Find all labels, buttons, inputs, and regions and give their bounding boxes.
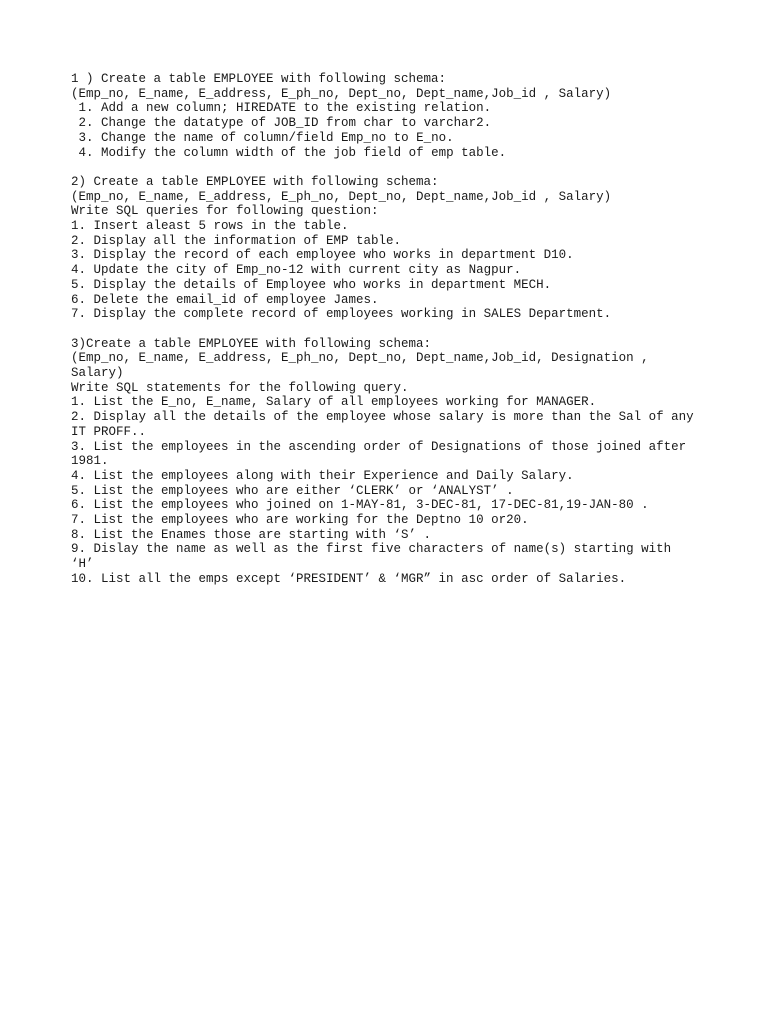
task-item: 5. List the employees who are either ‘CLERK’ or ‘ANALYST’ . <box>71 483 514 498</box>
task-item: 3. List the employees in the ascending order of Designations of those joined after 1981. <box>71 439 687 469</box>
instruction-line: Write SQL statements for the following query. <box>71 380 409 395</box>
section-heading: 2) Create a table EMPLOYEE with following schema: <box>71 174 439 189</box>
schema-line: (Emp_no, E_name, E_address, E_ph_no, Dept_no, Dept_name,Job_id , Salary) <box>71 189 612 204</box>
question-section-3 <box>71 337 751 587</box>
instruction-line: Write SQL queries for following question: <box>71 204 379 219</box>
task-item: 2. Display all the details of the employee whose salary is more than the Sal of any IT PROFF.. <box>71 410 694 439</box>
task-item: 1. Insert aleast 5 rows in the table. <box>71 219 349 234</box>
task-item: 3. Change the name of column/field Emp_no to E_no. <box>71 130 454 145</box>
section-heading: 3)Create a table EMPLOYEE with following schema: <box>71 336 432 351</box>
task-item: 7. List the employees who are working for the Deptno 10 or20. <box>71 513 529 528</box>
task-item: 2. Display all the information of EMP table. <box>71 233 402 248</box>
task-item: 2. Change the datatype of JOB_ID from char to varchar2. <box>71 116 492 131</box>
document-body <box>71 72 751 601</box>
section-heading: 1 ) Create a table EMPLOYEE with following schema: <box>71 72 447 86</box>
task-item: 7. Display the complete record of employees working in SALES Department. <box>71 307 612 322</box>
task-item: 6. Delete the email_id of employee James. <box>71 292 379 307</box>
task-item: 10. List all the emps except ‘PRESIDENT’ & ‘MGR” in asc order of Salaries. <box>71 571 627 586</box>
task-item: 8. List the Enames those are starting with ‘S’ . <box>71 527 432 542</box>
task-item: 4. Update the city of Emp_no-12 with current city as Nagpur. <box>71 263 522 278</box>
task-item: 1. Add a new column; HIREDATE to the existing relation. <box>71 101 492 116</box>
question-section-2 <box>71 175 751 322</box>
schema-line: (Emp_no, E_name, E_address, E_ph_no, Dept_no, Dept_name,Job_id, Designation , Salary) <box>71 351 649 381</box>
schema-line: (Emp_no, E_name, E_address, E_ph_no, Dept_no, Dept_name,Job_id , Salary) <box>71 86 612 101</box>
task-item: 3. Display the record of each employee who works in department D10. <box>71 248 574 263</box>
task-item: 9. Dislay the name as well as the first five characters of name(s) starting with ‘H’ <box>71 542 672 572</box>
task-item: 6. List the employees who joined on 1-MAY-81, 3-DEC-81, 17-DEC-81,19-JAN-80 . <box>71 498 649 513</box>
task-item: 4. List the employees along with their Experience and Daily Salary. <box>71 468 574 483</box>
task-item: 1. List the E_no, E_name, Salary of all employees working for MANAGER. <box>71 395 597 410</box>
task-item: 4. Modify the column width of the job field of emp table. <box>71 145 507 160</box>
task-item: 5. Display the details of Employee who works in department MECH. <box>71 277 552 292</box>
question-section-1 <box>71 72 751 160</box>
